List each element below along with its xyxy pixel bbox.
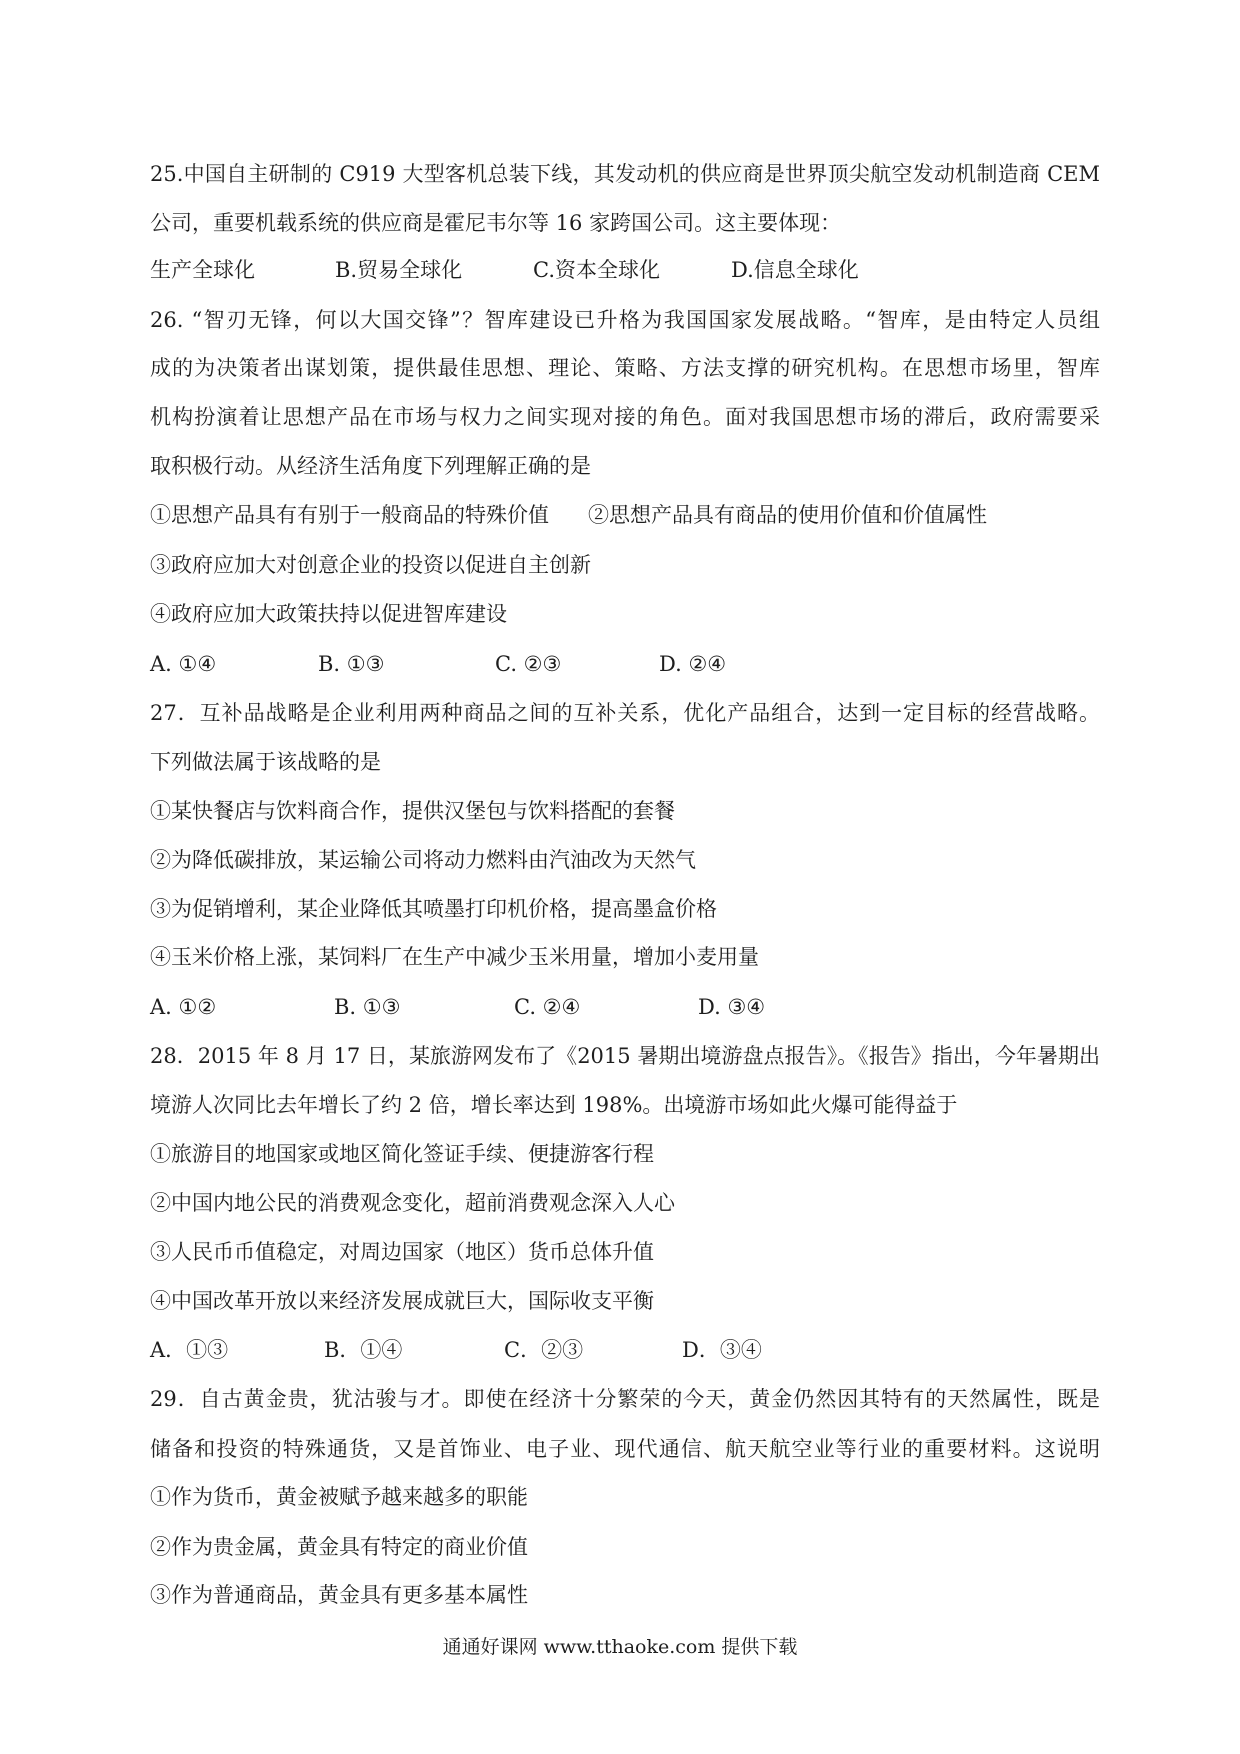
question-stem-line: 25.中国自主研制的 C919 大型客机总装下线，其发动机的供应商是世界顶尖航空发动机制造商 CEM [150,162,1100,186]
statement-2: ②作为贵金属，黄金具有特定的商业价值 [150,1535,528,1559]
statement-2: ②为降低碳排放，某运输公司将动力燃料由汽油改为天然气 [150,848,696,872]
statement-1: ①思想产品具有有别于一般商品的特殊价值 [150,503,549,527]
question-stem-line: 下列做法属于该战略的是 [150,750,381,774]
statement-3: ③政府应加大对创意企业的投资以促进自主创新 [150,553,591,577]
statement-1: ①作为货币，黄金被赋予越来越多的职能 [150,1485,528,1509]
option-b: B.贸易全球化 [335,258,463,282]
question-stem-line: 储备和投资的特殊通货，又是首饰业、电子业、现代通信、航天航空业等行业的重要材料。这说明 [150,1437,1100,1461]
question-stem-line: 机构扮演着让思想产品在市场与权力之间实现对接的角色。面对我国思想市场的滞后，政府需要采 [150,405,1100,429]
option-a: A. ①④ [150,652,217,676]
option-d: D. ②④ [659,652,727,676]
statement-4: ④玉米价格上涨，某饲料厂在生产中减少玉米用量，增加小麦用量 [150,945,759,969]
option-d: D．③④ [682,1338,762,1362]
option-c: C. ②④ [514,995,581,1019]
question-stem-line: 境游人次同比去年增长了约 2 倍，增长率达到 198%。出境游市场如此火爆可能得益于 [150,1093,958,1117]
option-b: B．①④ [324,1338,403,1362]
option-c: C.资本全球化 [533,258,660,282]
question-stem-line: 公司，重要机载系统的供应商是霍尼韦尔等 16 家跨国公司。这主要体现： [150,211,842,235]
question-stem-line: 取积极行动。从经济生活角度下列理解正确的是 [150,454,591,478]
option-c: C. ②③ [495,652,562,676]
statement-1: ①某快餐店与饮料商合作，提供汉堡包与饮料搭配的套餐 [150,799,675,823]
question-stem-line: 成的为决策者出谋划策，提供最佳思想、理论、策略、方法支撑的研究机构。在思想市场里，智库 [150,356,1100,380]
option-a: A. ①② [150,995,217,1019]
question-stem-line: 28．2015 年 8 月 17 日，某旅游网发布了《2015 暑期出境游盘点报告》。《报告》指出，今年暑期出 [150,1044,1100,1068]
statement-1: ①旅游目的地国家或地区简化签证手续、便捷游客行程 [150,1142,654,1166]
option-c: C．②③ [504,1338,584,1362]
question-stem-line: 27．互补品战略是企业利用两种商品之间的互补关系，优化产品组合，达到一定目标的经营战略。 [150,701,1100,725]
statement-2: ②思想产品具有商品的使用价值和价值属性 [588,503,987,527]
option-d: D.信息全球化 [731,258,859,282]
statement-4: ④政府应加大政策扶持以促进智库建设 [150,602,507,626]
statement-3: ③为促销增利，某企业降低其喷墨打印机价格，提高墨盒价格 [150,897,717,921]
question-stem-line: 29．自古黄金贵，犹沽骏与才。即使在经济十分繁荣的今天，黄金仍然因其特有的天然属性，既是 [150,1387,1100,1411]
statement-4: ④中国改革开放以来经济发展成就巨大，国际收支平衡 [150,1289,654,1313]
option-a: A．①③ [150,1338,229,1362]
option-b: B. ①③ [334,995,401,1019]
question-stem-line: 26. “智刃无锋，何以大国交锋”？智库建设已升格为我国国家发展战略。“智库，是由特定人员组 [150,308,1100,332]
statement-3: ③作为普通商品，黄金具有更多基本属性 [150,1583,528,1607]
option-d: D. ③④ [698,995,766,1019]
statement-3: ③人民币币值稳定，对周边国家（地区）货币总体升值 [150,1240,654,1264]
option-a: 生产全球化 [150,258,255,282]
option-b: B. ①③ [318,652,385,676]
statement-2: ②中国内地公民的消费观念变化，超前消费观念深入人心 [150,1191,675,1215]
page-footer: 通通好课网 www.tthaoke.com 提供下载 [442,1636,798,1658]
